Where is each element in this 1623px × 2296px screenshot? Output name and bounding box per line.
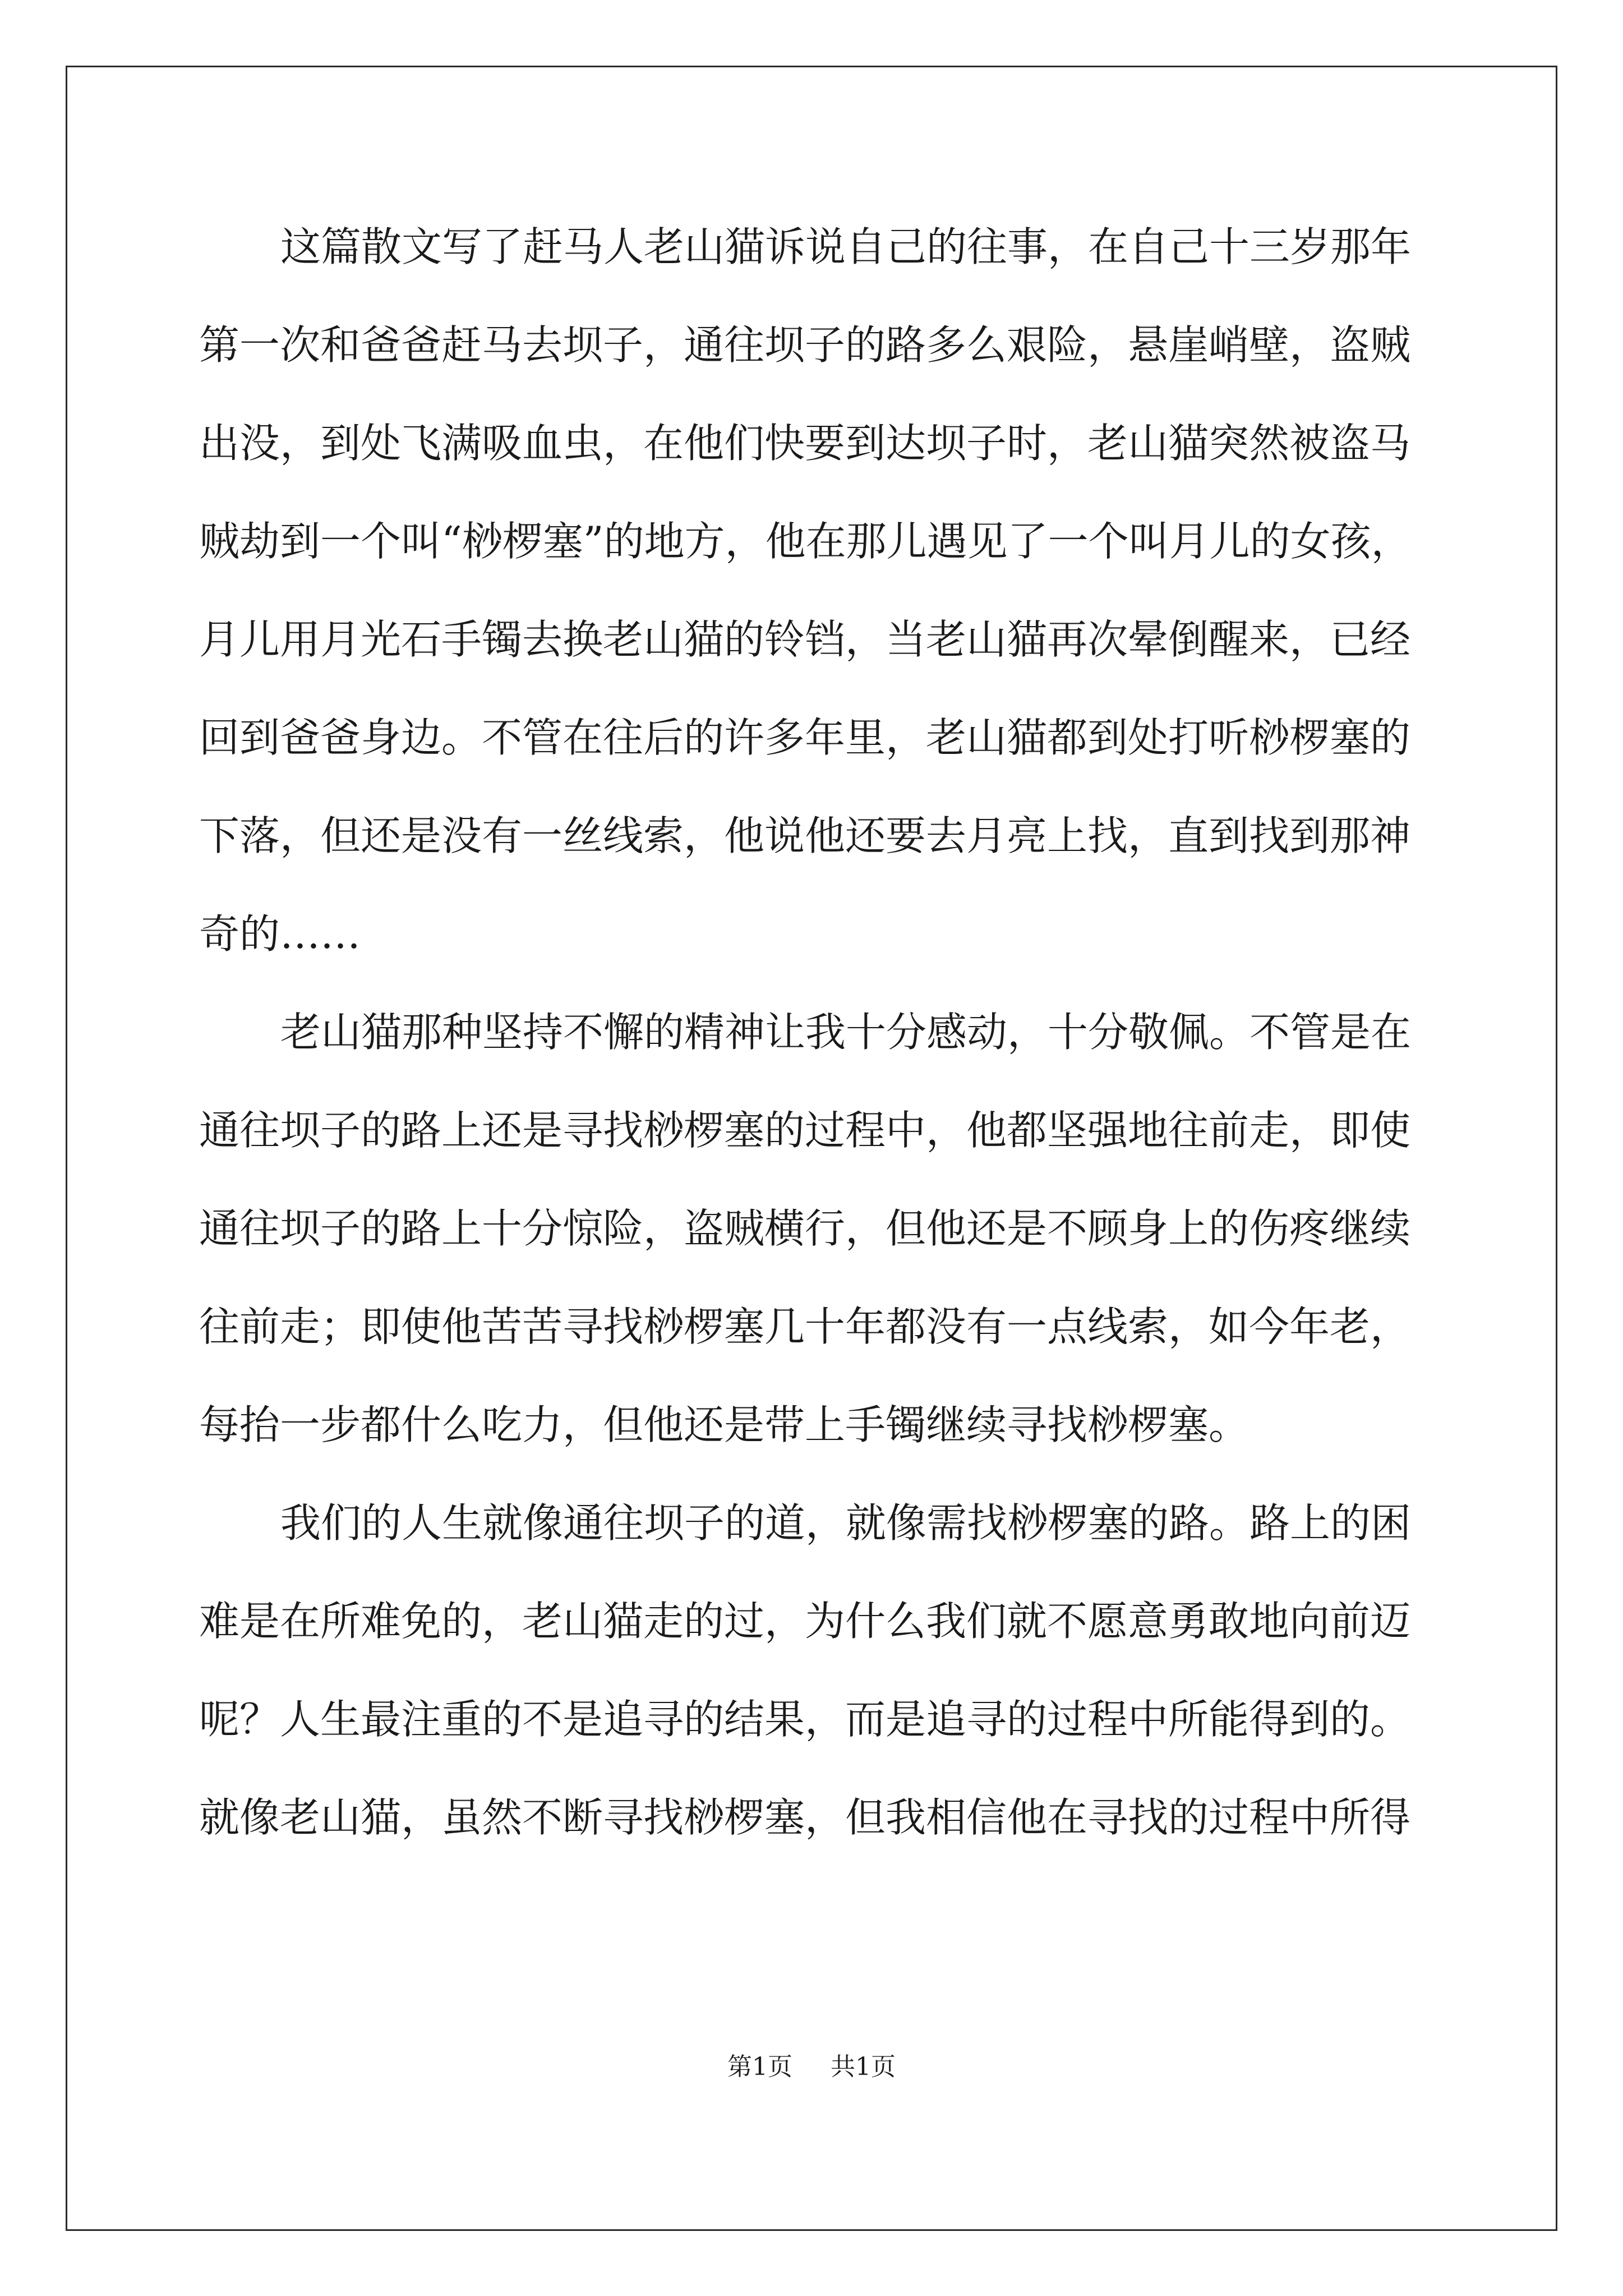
paragraph-2-line-5: 每抬一步都什么吃力，但他还是带上手镯继续寻找桫椤塞。 <box>199 1401 1249 1448</box>
paragraph-1-line-7: 下落，但还是没有一丝线索，他说他还要去月亮上找，直到找到那神 <box>199 812 1411 859</box>
paragraph-3-line-2: 难是在所难免的，老山猫走的过，为什么我们就不愿意勇敢地向前迈 <box>199 1598 1411 1645</box>
page-footer <box>0 2050 1623 2084</box>
page-total: 共1页 <box>831 2053 896 2081</box>
paragraph-1-line-6: 回到爸爸身边。不管在往后的许多年里，老山猫都到处打听桫椤塞的 <box>199 714 1411 761</box>
paragraph-1-line-1: 这篇散文写了赶马人老山猫诉说自己的往事，在自己十三岁那年 <box>280 223 1412 270</box>
paragraph-3-line-1: 我们的人生就像通往坝子的道，就像需找桫椤塞的路。路上的困 <box>280 1499 1412 1547</box>
paragraph-1-line-8: 奇的…… <box>199 910 361 958</box>
paragraph-2-line-3: 通往坝子的路上十分惊险，盗贼横行，但他还是不顾身上的伤疼继续 <box>199 1205 1411 1252</box>
paragraph-1-line-2: 第一次和爸爸赶马去坝子，通往坝子的路多么艰险，悬崖峭壁，盗贼 <box>199 321 1411 369</box>
paragraph-2-line-2: 通往坝子的路上还是寻找桫椤塞的过程中，他都坚强地往前走，即使 <box>199 1107 1411 1154</box>
paragraph-1-line-4: 贼劫到一个叫“桫椤塞”的地方，他在那儿遇见了一个叫月儿的女孩， <box>199 518 1412 565</box>
page-number: 第1页 <box>727 2053 792 2081</box>
paragraph-1-line-3: 出没，到处飞满吸血虫，在他们快要到达坝子时，老山猫突然被盗马 <box>199 420 1411 467</box>
paragraph-2-line-1: 老山猫那种坚持不懈的精神让我十分感动，十分敬佩。不管是在 <box>280 1009 1412 1056</box>
paragraph-3-line-3: 呢？人生最注重的不是追寻的结果，而是追寻的过程中所能得到的。 <box>199 1696 1411 1743</box>
paragraph-1-line-5: 月儿用月光石手镯去换老山猫的铃铛，当老山猫再次晕倒醒来，已经 <box>199 616 1411 663</box>
paragraph-2-line-4: 往前走；即使他苦苦寻找桫椤塞几十年都没有一点线索，如今年老， <box>199 1303 1411 1350</box>
paragraph-3-line-4: 就像老山猫，虽然不断寻找桫椤塞，但我相信他在寻找的过程中所得 <box>199 1794 1411 1841</box>
